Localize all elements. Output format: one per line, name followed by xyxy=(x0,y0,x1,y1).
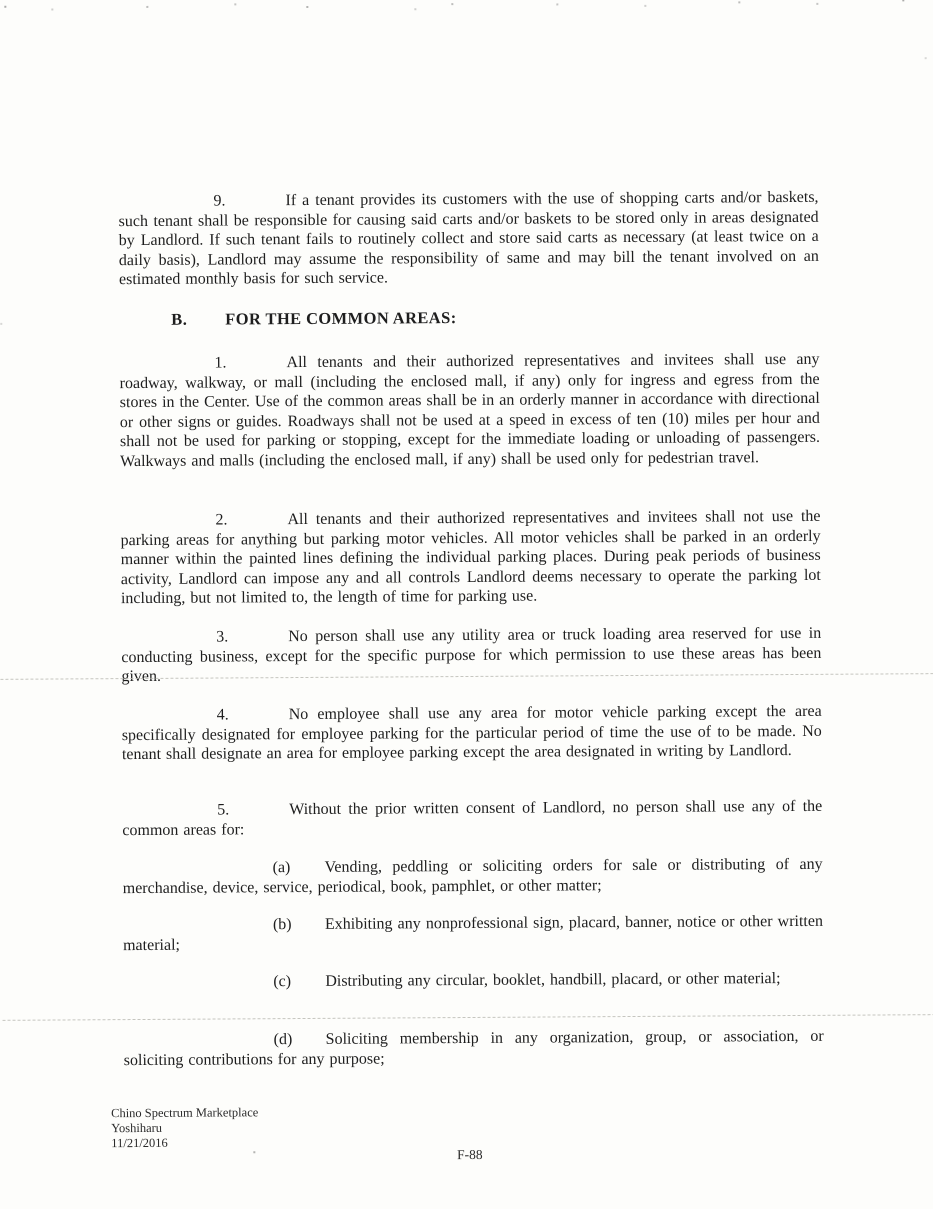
paragraph-item-d xyxy=(124,1027,824,1070)
footer-project-name: Chino Spectrum Marketplace xyxy=(111,1105,259,1121)
item-text: Exhibiting any nonprofessional sign, placard, banner, notice or other written material; xyxy=(123,912,823,954)
paragraph-item-b xyxy=(123,912,823,955)
scan-fold-line-2 xyxy=(3,1014,933,1021)
item-text: No employee shall use any area for motor vehicle parking except the area specifically designated for employee parking for the particular period of time the use of to be made. No tenant shall designate an area for employee parking except the area designated in writing by Landlord. xyxy=(121,702,822,764)
paragraph-item-9 xyxy=(118,188,819,290)
section-label: B. xyxy=(171,309,188,329)
paragraph-item-1 xyxy=(119,350,820,471)
item-number: 4. xyxy=(216,706,229,724)
item-text: Vending, peddling or soliciting orders for sale or distributing of any merchandise, device, service, periodical, book, pamphlet, or other matter; xyxy=(122,855,823,897)
page-number: F-88 xyxy=(457,1146,483,1163)
item-letter: (d) xyxy=(273,1031,293,1049)
item-letter: (b) xyxy=(272,916,292,934)
paragraph-item-5 xyxy=(122,797,822,840)
section-heading xyxy=(171,308,456,330)
item-text: Distributing any circular, booklet, handbill, placard, or other material; xyxy=(325,970,781,990)
paragraph-item-4 xyxy=(122,702,822,765)
item-number: 3. xyxy=(216,628,229,646)
paragraph-item-c xyxy=(123,969,823,993)
item-number: 5. xyxy=(217,801,230,819)
item-number: 2. xyxy=(215,511,228,529)
paragraph-item-a xyxy=(123,855,823,898)
footer-block xyxy=(111,1105,258,1151)
item-letter: (c) xyxy=(273,973,292,991)
item-number: 1. xyxy=(214,354,227,372)
item-letter: (a) xyxy=(272,859,291,877)
item-text: No person shall use any utility area or truck loading area reserved for use in conducting business, except for the specific purpose for which permission to use these areas has been given. xyxy=(121,624,822,686)
item-text: If a tenant provides its customers with the use of shopping carts and/or baskets, such tenant shall be responsible for causing said carts and/or baskets to be stored only in areas designated by Landlord. If such tenant fails to routinely collect and store said carts as necessary (at least twice on a daily basis), Landlord may assume the responsibility of same and may bill the tenant involved on an estimated monthly basis for such service. xyxy=(118,188,819,289)
paragraph-item-2 xyxy=(120,507,821,609)
footer-author-name: Yoshiharu xyxy=(111,1120,163,1136)
section-title: FOR THE COMMON AREAS: xyxy=(225,308,457,329)
item-text: Soliciting membership in any organization, group, or association, or soliciting contributions for any purpose; xyxy=(123,1027,824,1069)
item-text: Without the prior written consent of Landlord, no person shall use any of the common areas for: xyxy=(122,797,823,839)
item-text: All tenants and their authorized representatives and invitees shall not use the parking areas for anything but parking motor vehicles. All motor vehicles shall be parked in an orderly manner within the painted lines defining the individual parking places. During peak periods of business activity, Landlord can impose any and all controls Landlord deems necessary to operate the parking lot including, but not limited to, the length of time for parking use. xyxy=(120,507,821,608)
item-number: 9. xyxy=(213,192,226,210)
item-text: All tenants and their authorized representatives and invitees shall use any roadway, walkway, or mall (including the enclosed mall, if any) only for ingress and egress from the stores in the Center. Use of the common areas shall be in an orderly manner in accordance with directional or other signs or guides. Roadways shall not be used at a speed in excess of ten (10) miles per hour and shall not be used for parking or stopping, except for the immediate loading or unloading of passengers. Walkways and malls (including the enclosed mall, if any) shall be used only for pedestrian travel. xyxy=(119,350,821,470)
footer-date: 11/21/2016 xyxy=(111,1135,168,1151)
